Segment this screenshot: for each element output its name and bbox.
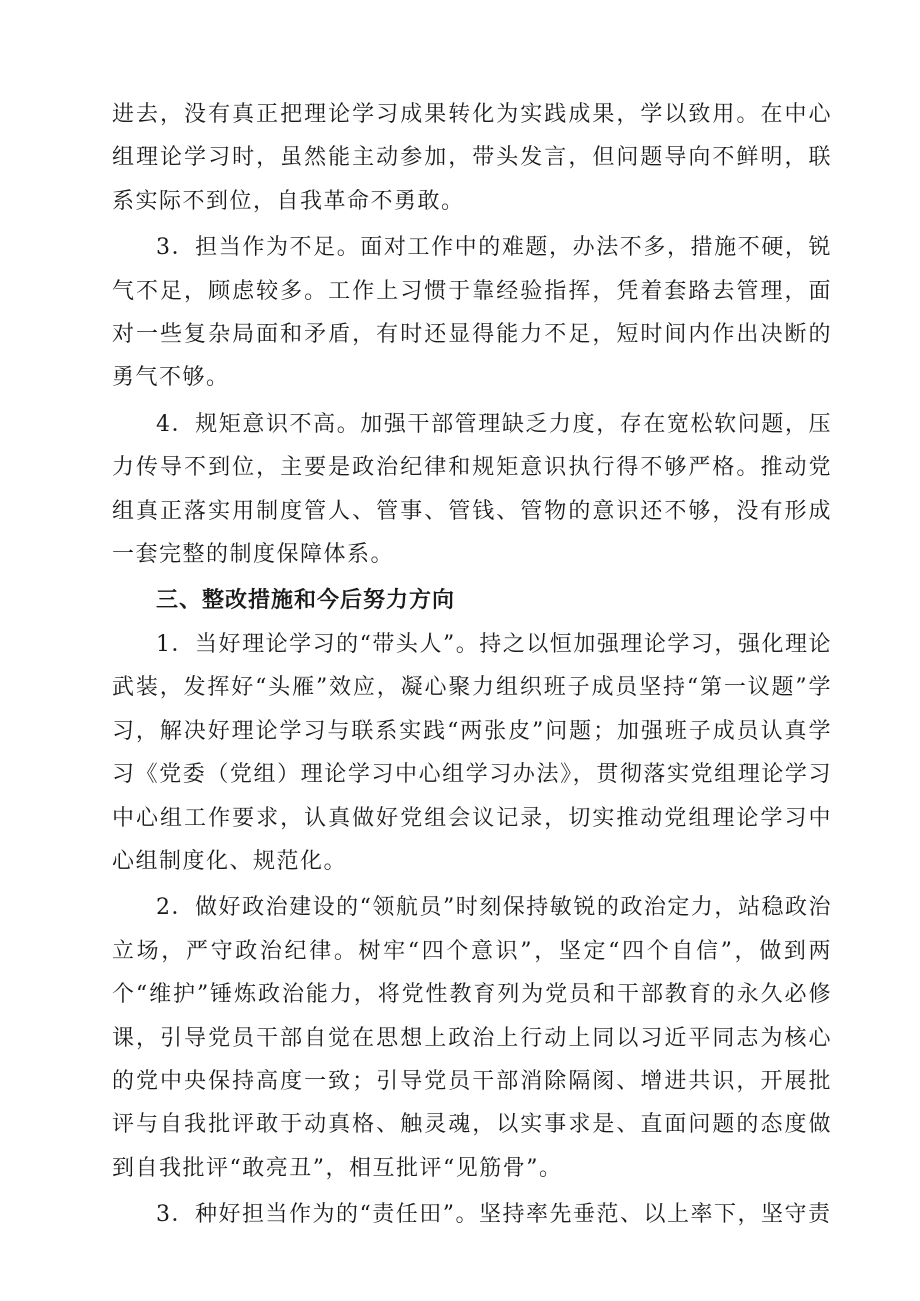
paragraph-continuation: 进去，没有真正把理论学习成果转化为实践成果，学以致用。在中心组理论学习时，虽然能主动参加，带头发言，但问题导向不鲜明，联系实际不到位，自我革命不勇敢。 [112,102,832,214]
document-body [112,93,832,1237]
paragraph-item-4-rules: 4．规矩意识不高。加强干部管理缺乏力度，存在宽松软问题，压力传导不到位，主要是政治纪律和规矩意识执行得不够严格。推动党组真正落实用制度管人、管事、管钱、管物的意识还不够，没有形成一套完整的制度保障体系。 [112,411,832,568]
paragraph-measure-1: 1．当好理论学习的“带头人”。持之以恒加强理论学习，强化理论武装，发挥好“头雁”效应，凝心聚力组织班子成员坚持“第一议题”学习，解决好理论学习与联系实践“两张皮”问题；加强班子成员认真学习《党委（党组）理论学习中心组学习办法》，贯彻落实党组理论学习中心组工作要求，认真做好党组会议记录，切实推动党组理论学习中心组制度化、规范化。 [112,631,832,874]
paragraph-item-3-responsibility: 3．担当作为不足。面对工作中的难题，办法不多，措施不硬，锐气不足，顾虑较多。工作上习惯于靠经验指挥，凭着套路去管理，面对一些复杂局面和矛盾，有时还显得能力不足，短时间内作出决断的勇气不够。 [112,235,832,391]
section-heading: 三、整改措施和今后努力方向 [156,588,456,614]
paragraph-measure-2: 2．做好政治建设的“领航员”时刻保持敏锐的政治定力，站稳政治立场，严守政治纪律。树牢“四个意识”，坚定“四个自信”，做到两个“维护”锤炼政治能力，将党性教育列为党员和干部教育的永久必修课，引导党员干部自觉在思想上政治上行动上同以习近平同志为核心的党中央保持高度一致；引导党员干部消除隔阂、增进共识，开展批评与自我批评敢于动真格、触灵魂，以实事求是、直面问题的态度做到自我批评“敢亮丑”，相互批评“见筋骨”。 [112,895,832,1181]
paragraph-measure-3: 3．种好担当作为的“责任田”。坚持率先垂范、以上率下，坚守责 [156,1202,832,1228]
